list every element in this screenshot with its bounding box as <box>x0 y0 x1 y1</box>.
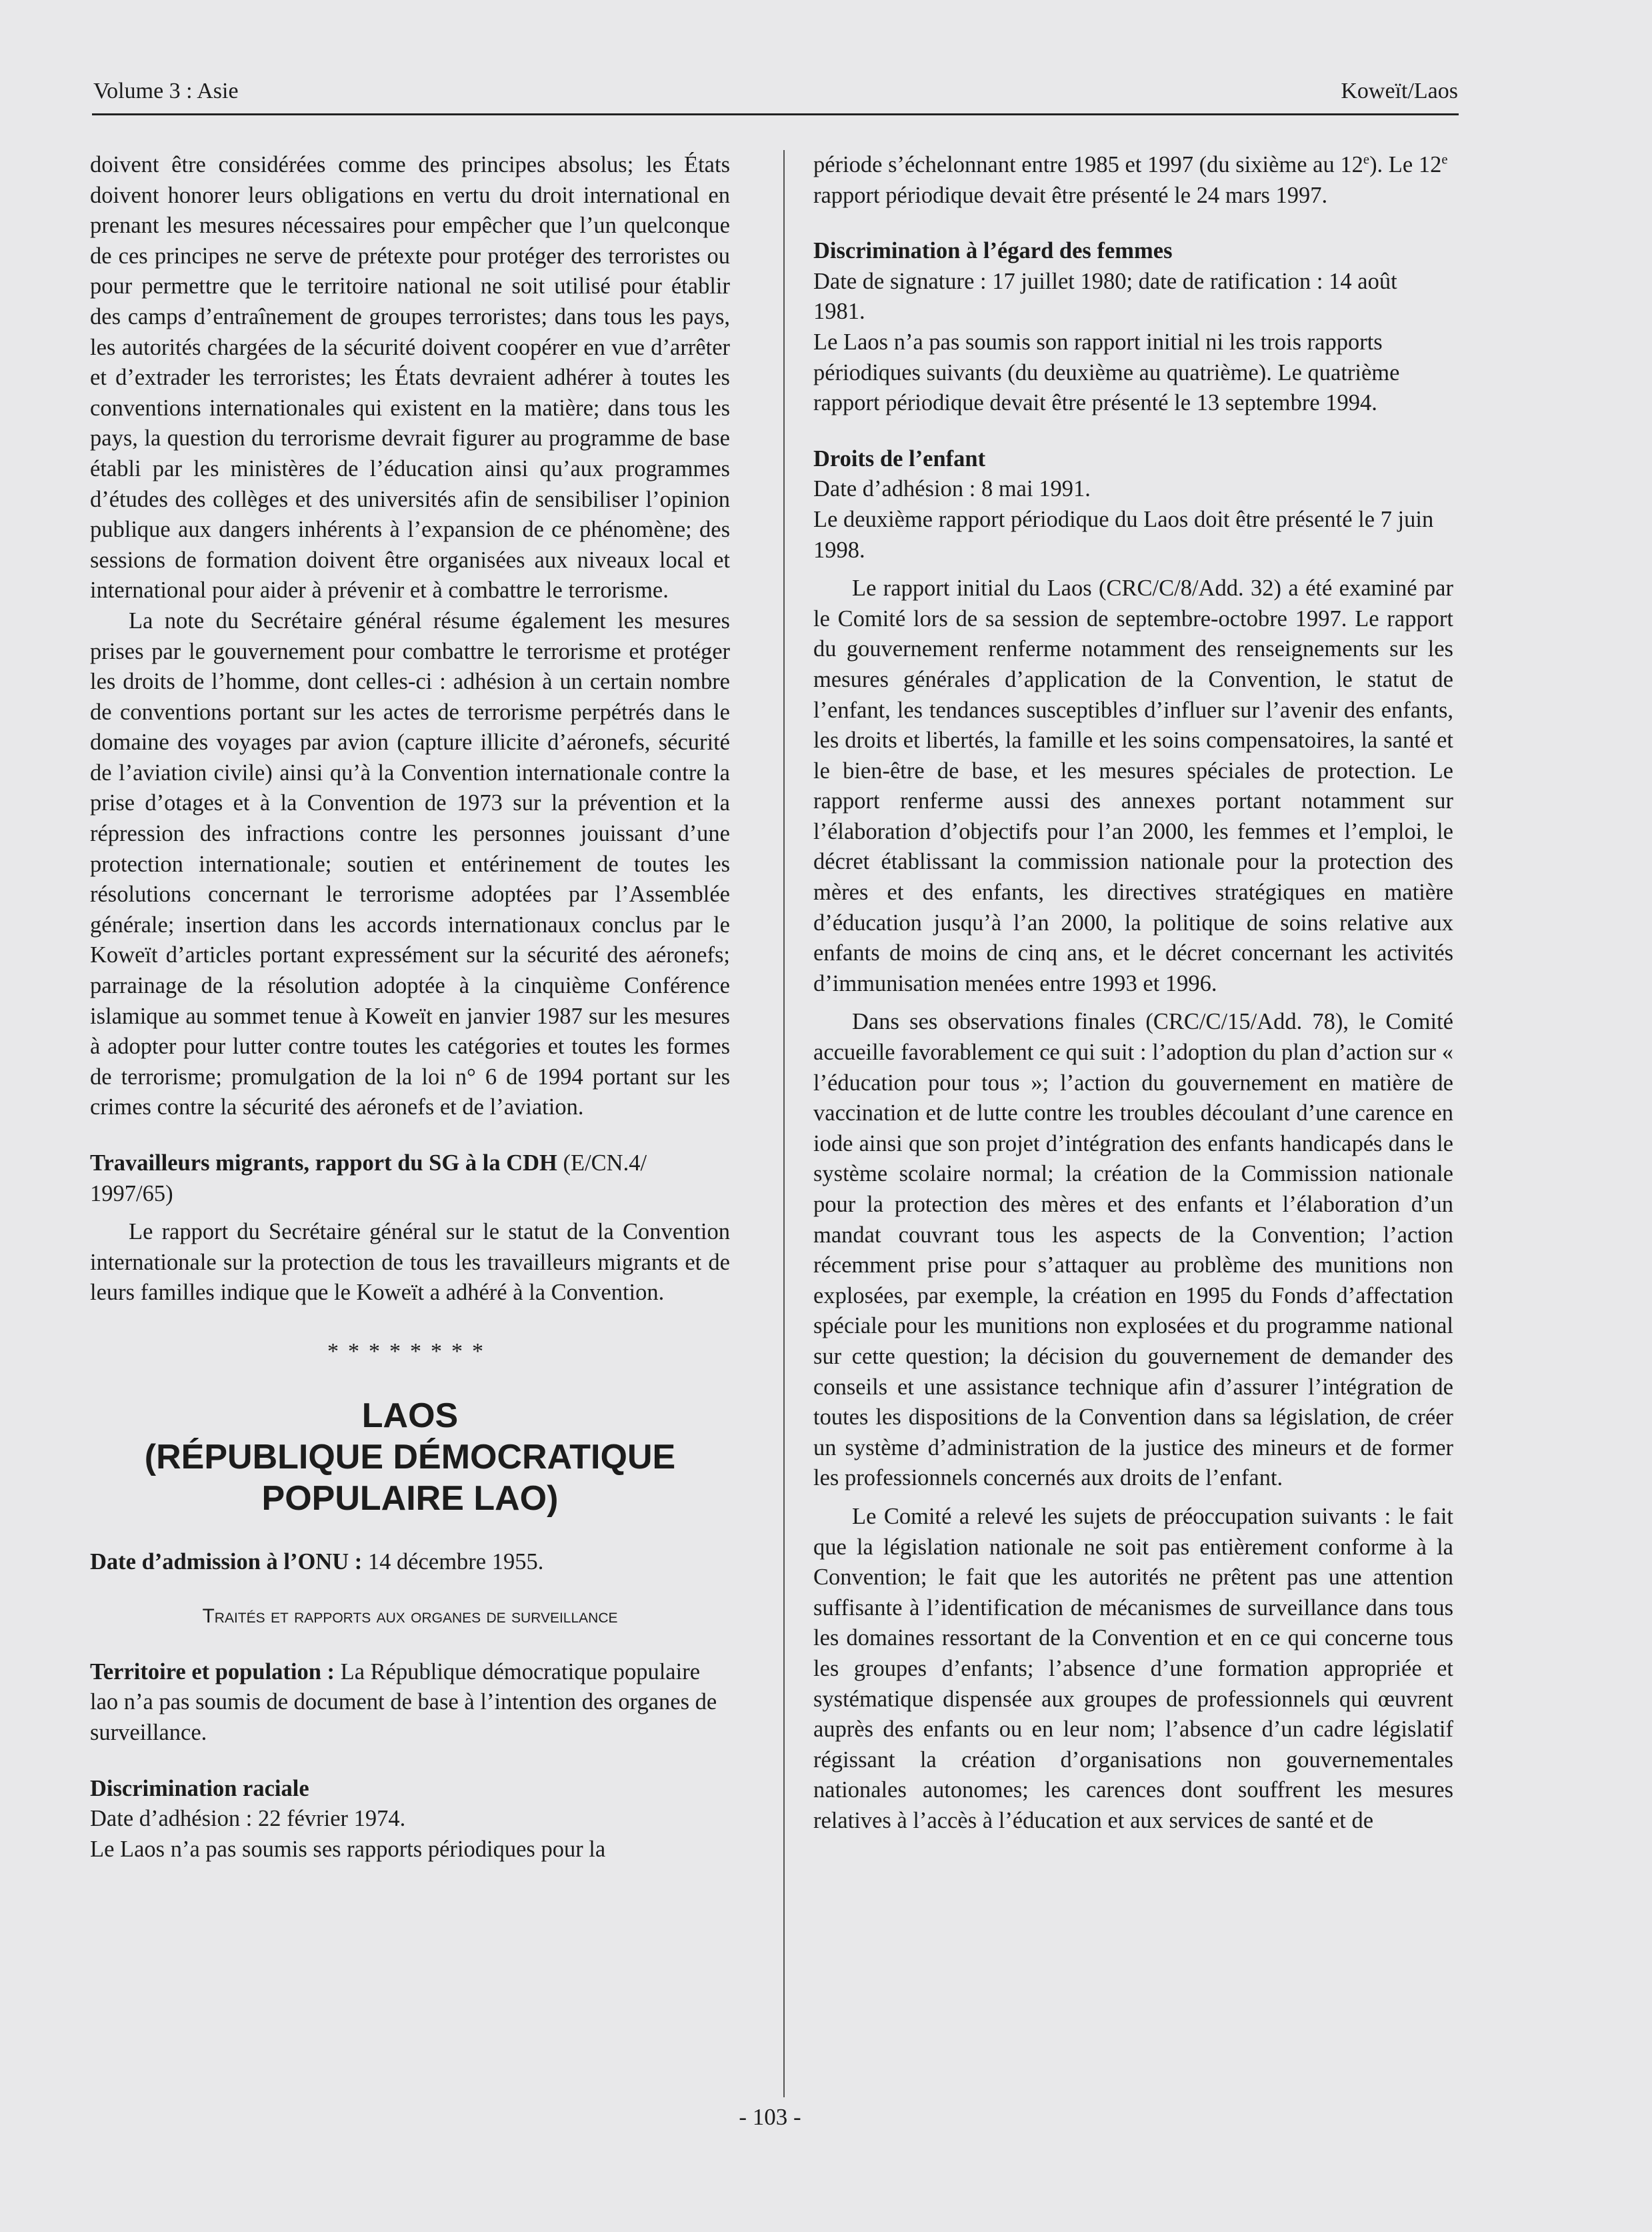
sg-note-paragraph: La note du Secrétaire général résume également les mesures prises par le gouvernement pour combattre le terrorisme et protéger les droits de l’homme, dont celles-ci : adhésion à un certain nombre de conventions portant sur les actes de terrorisme perpétrés dans le domaine des voyages par avion (capture illicite d’aéronefs, sécurité de l’aviation civile) ainsi qu’à la Convention internationale contre la prise d’otages et à la Convention de 1973 sur la prévention et la répression des infractions contre les personnes jouissant d’une protection internationale; soutien et entérinement de toutes les résolutions concernant le terrorisme adoptées par l’Assemblée générale; insertion dans les accords internationaux conclus par le Koweït d’articles portant expressément sur la sécurité des aéronefs; parrainage de la résolution adoptée à la cinquième Conférence islamique au sommet tenue à Koweït en janvier 1987 sur les mesures à adopter pour lutter contre toutes les catégories et toutes les formes de terrorisme; promulgation de la loi n° 6 de 1994 portant sur les crimes contre la sécurité des aéronefs et de l’aviation. <box>90 608 730 1120</box>
country-title-line3: POPULAIRE LAO) <box>261 1478 559 1518</box>
child-next-report: Le deuxième rapport périodique du Laos doit être présenté le 7 juin 1998. <box>813 506 1434 563</box>
concerns-paragraph: Le Comité a relevé les sujets de préoccupation suivants : le fait que la législation nationale ne soit pas entièrement conforme à la Convention; le fait que les autorités ne prêtent pas une attention suffisante à l’identification de mécanismes de surveillance dans tous les domaines ressortant de la Convention et en ce qui concerne tous les groupes d’enfants; l’absence d’une formation appropriée et systématique dispensée aux groupes de professionnels qui œuvrent auprès des enfants ou en leur nom; l’absence d’un cadre législatif régissant la création d’organisations non gouvernementales nationales autonomes; les carences dont souffrent les mesures relatives à l’accès à l’éducation et aux services de santé et de <box>813 1503 1453 1833</box>
racial-period-text-3: rapport périodique devait être présenté le 24 mars 1997. <box>813 182 1328 208</box>
migrants-reference: (E/CN.4/ 1997/65) <box>90 1150 647 1206</box>
racial-reports-continued <box>813 150 1453 211</box>
child-heading: Droits de l’enfant <box>813 445 986 471</box>
right-column <box>813 150 1453 1836</box>
treaties-heading: Traités et rapports aux organes de surveillance <box>202 1605 618 1628</box>
column-divider <box>783 150 785 2097</box>
superscript: e <box>1441 152 1448 167</box>
women-reports: Le Laos n’a pas soumis son rapport initial ni les trois rapports périodiques suivants (du deuxième au quatrième). Le quatrième rapport périodique devait être présenté le 13 septembre 1994. <box>813 329 1400 416</box>
running-header <box>93 79 1458 104</box>
admission-line <box>90 1547 730 1578</box>
racial-adhesion-date: Date d’adhésion : 22 février 1974. <box>90 1806 406 1832</box>
women-dates: Date de signature : 17 juillet 1980; date de ratification : 14 août 1981. <box>813 268 1397 325</box>
initial-report-paragraph: Le rapport initial du Laos (CRC/C/8/Add. 32) a été examiné par le Comité lors de sa session de septembre-octobre 1997. Le rapport du gouvernement renferme notamment des renseignements sur les mesures générales d’application de la Convention, le statut de l’enfant, les tendances susceptibles d’influer sur l’avenir des enfants, les droits et libertés, la famille et les soins compensatoires, la santé et le bien-être de base, et les mesures spéciales de protection. Le rapport renferme aussi des annexes portant notamment sur l’élaboration d’objectifs pour l’an 2000, les femmes et l’emploi, le décret établissant la commission nationale pour la protection des mères et des enfants, les directives stratégiques en matière d’éducation jusqu’à l’an 2000, la politique de soins relative aux enfants de moins de cinq ans, et le décret concernant les activités d’immunisation menées entre 1993 et 1996. <box>813 576 1453 996</box>
superscript: e <box>1363 152 1370 167</box>
territory-text: La République démocratique populaire lao n’a pas soumis de document de base à l’intention des organes de surveillance. <box>90 1658 717 1745</box>
migrants-paragraph: Le rapport du Secrétaire général sur le statut de la Convention internationale sur la protection de tous les travailleurs migrants et de leurs familles indique que le Koweït a adhéré à la Convention. <box>90 1219 730 1306</box>
left-column <box>90 150 730 1865</box>
racial-reports-line: Le Laos n’a pas soumis ses rapports périodiques pour la <box>90 1836 606 1862</box>
racial-period-text: période s’échelonnant entre 1985 et 1997 (du sixième au 12 <box>813 152 1363 177</box>
header-countries: Koweït/Laos <box>1341 79 1458 103</box>
header-volume: Volume 3 : Asie <box>93 79 239 103</box>
territory-label: Territoire et population : <box>90 1658 335 1685</box>
racial-heading: Discrimination raciale <box>90 1775 309 1801</box>
migrants-heading-line <box>90 1148 730 1209</box>
territory-paragraph <box>90 1657 730 1749</box>
country-title-line2: (RÉPUBLIQUE DÉMOCRATIQUE <box>144 1437 676 1476</box>
migrants-heading: Travailleurs migrants, rapport du SG à la CDH <box>90 1150 557 1176</box>
section-separator: ******** <box>327 1338 493 1364</box>
terrorism-paragraph: doivent être considérées comme des principes absolus; les États doivent honorer leurs obligations en vertu du droit international en prenant les mesures nécessaires pour empêcher que l’un quelconque de ces principes ne serve de prétexte pour protéger des terroristes ou pour permettre que le territoire national ne soit utilisé pour établir des camps d’entraînement de groupes terroristes; dans tous les pays, les autorités chargées de la sécurité doivent coopérer en vue d’arrêter et d’extrader les terroristes; les États devraient adhérer à toutes les conventions internationales qui existent en la matière; dans tous les pays, la question du terrorisme devrait figurer au programme de base établi par les ministères de l’éducation ainsi qu’aux programmes d’études des collèges et des universités afin de sensibiliser l’opinion publique aux dangers inhérents à l’expansion de ce phénomène; des sessions de formation doivent être organisées aux niveaux local et international pour aider à prévenir et à combattre le terrorisme. <box>90 152 730 604</box>
country-title <box>90 1395 730 1519</box>
women-heading: Discrimination à l’égard des femmes <box>813 238 1173 264</box>
page-number: - 103 - <box>739 2104 801 2130</box>
country-title-line1: LAOS <box>361 1396 459 1435</box>
observations-paragraph: Dans ses observations finales (CRC/C/15/Add. 78), le Comité accueille favorablement ce qui suit : l’adoption du plan d’action sur « l’éducation pour tous »; l’action du gouvernement en matière de vaccination et de lutte contre les troubles découlant d’une carence en iode ainsi que son projet d’intégration des enfants handicapés dans le système scolaire normal; la création de la Commission nationale pour la protection des mères et des enfants et l’élaboration d’un mandat couvrant tous les aspects de la Convention; l’action récemment prise pour s’attaquer au problème des munitions non explosées, par exemple, la création en 1995 du Fonds d’affectation spéciale pour les munitions non explosées et du programme national sur cette question; la décision du gouvernement de demander des conseils et une assistance technique afin d’assurer l’intégration de toutes les dispositions de la Convention dans sa législation, de créer un système d’administration de la justice des mineurs et de former les professionnels concernés aux droits de l’enfant. <box>813 1009 1453 1491</box>
racial-period-text-2: ). Le 12 <box>1369 152 1442 177</box>
header-rule <box>92 113 1459 115</box>
admission-value: 14 décembre 1955. <box>362 1548 544 1574</box>
child-adhesion-date: Date d’adhésion : 8 mai 1991. <box>813 476 1091 502</box>
admission-label: Date d’admission à l’ONU : <box>90 1548 363 1574</box>
